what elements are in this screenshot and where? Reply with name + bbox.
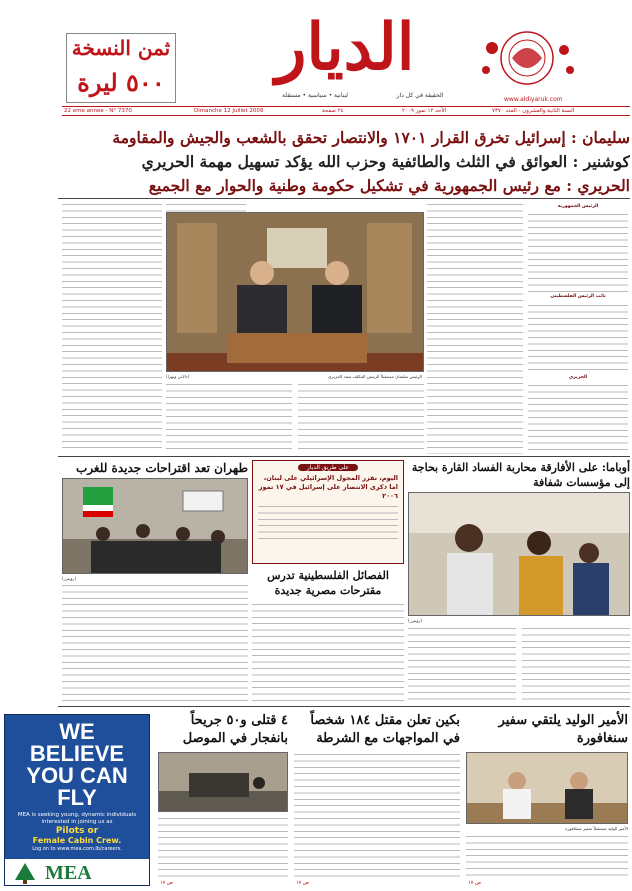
lead-photo-credit: (دالاتي ونهرا): [166, 374, 190, 379]
obama-text-a: [408, 626, 516, 702]
ad-body: MEA is seeking young, dynamic individuals interested in joining us as: [17, 812, 137, 825]
date-french: Dimanche 12 Juillet 2009: [194, 108, 264, 114]
iraq-text: [158, 816, 288, 880]
box-story-label: على طريق الديار: [298, 464, 358, 471]
walid-photo-image: [467, 753, 628, 824]
divider-mid: [58, 456, 630, 457]
subhead-3: الحريري: [568, 374, 588, 380]
walid-caption: الأمير الوليد مستقبلاً سفير سنغافورة: [565, 826, 628, 831]
iraq-photo: [158, 752, 288, 812]
subhead-2: نائب الرئيس الفلسطيني: [550, 294, 606, 300]
price-value: ٥٠٠ ليرة: [77, 68, 165, 97]
ad-brand: MEA: [45, 862, 92, 884]
price-label: ثمن النسخة: [71, 36, 171, 60]
tehran-photo: [62, 478, 248, 574]
ad-highlight-1: Pilots or: [55, 826, 99, 836]
ad-line-1: WE: [59, 719, 95, 744]
cedar-icon: [13, 862, 37, 884]
ad-line-4: FLY: [57, 785, 97, 810]
date-arabic: الأحد ١٢ تموز ٢٠٠٩: [402, 108, 447, 114]
mea-ad[interactable]: [4, 714, 150, 886]
walid-headline: الأمير الوليد يلتقي سفير سنغافورة: [498, 713, 628, 746]
divider-bottom: [58, 706, 630, 707]
obama-headline: أوباما: على الأفارقة محاربة الفساد القارة بحاجة إلى مؤسسات شفافة: [411, 461, 630, 489]
beijing-continue[interactable]: ص ١٧: [296, 880, 310, 886]
tehran-headline: طهران تعد اقتراحات جديدة للغرب: [76, 461, 248, 475]
edition-line: 22 eme annee - N° 7370: [64, 108, 132, 114]
masthead: [0, 0, 632, 118]
lead-photo-caption: الرئيس سليمان مستقبلاً الرئيس المكلف سعد الحريري: [328, 374, 422, 379]
obama-caption: (رويترز): [408, 618, 423, 623]
lead-text-a: [166, 382, 292, 452]
lead-photo-image: [167, 213, 424, 372]
walid-photo: [466, 752, 628, 824]
beijing-text: [294, 752, 460, 880]
date-bar: [62, 106, 630, 116]
article-col-right: [528, 202, 628, 454]
price-box: [66, 33, 176, 103]
iraq-headline: ٤ قتلى و٥٠ جريحاً بانفجار في الموصل: [182, 713, 288, 746]
walid-text: [466, 834, 628, 880]
issue-arabic: السنة الثانية والعشرون - العدد ٧٣٧٠: [492, 108, 575, 114]
iraq-continue[interactable]: ص ١٧: [160, 880, 174, 886]
slogan: الحقيقة في كل دار: [396, 92, 444, 99]
palestine-headline: الفصائل الفلسطينية تدرس مقترحات مصرية جديدة: [267, 569, 389, 597]
beijing-headline: بكين تعلن مقتل ١٨٤ شخصاً في المواجهات مع الشرطة: [310, 713, 460, 746]
headline-2: كوشنير : العوائق في الثلث والطائفية وحزب الله يؤكد تسهيل مهمة الحريري: [141, 152, 630, 171]
headline-1: سليمان : إسرائيل تخرق القرار ١٧٠١ والانتصار تحقق بالشعب والجيش والمقاومة: [112, 128, 630, 147]
newspaper-logo: الديار: [275, 10, 415, 85]
box-story: [252, 460, 404, 564]
ad-line-3: YOU CAN: [26, 763, 128, 788]
article-col-left: [62, 202, 162, 452]
subhead-1: الرئيس الجمهورية: [557, 204, 599, 209]
tehran-caption: (رويترز): [62, 576, 77, 581]
ad-link[interactable]: Log on to www.mea.com.lb/careers.: [32, 846, 122, 852]
article-col-mid: [427, 202, 523, 454]
ad-brand-strip: [5, 857, 149, 885]
tehran-photo-image: [63, 479, 248, 574]
obama-text-b: [522, 626, 630, 702]
website: www.aldiyaruk.com: [504, 96, 563, 103]
pages-count: ٢٤ صفحة: [322, 108, 344, 114]
box-story-title: اليوم، نقرر المجول الإسرائيلي على لبنان، اما ذكرى الانتصار على إسرائيل في ١٧ تموز ٢٠٠٦: [258, 474, 398, 500]
lead-photo: [166, 212, 424, 372]
ad-highlight-2: Female Cabin Crew.: [32, 836, 122, 845]
obama-photo: [408, 492, 630, 616]
sub-slogan: لبنانية • سياسية • مستقلة: [281, 92, 349, 99]
palestine-text: [252, 602, 404, 702]
headline-divider: [58, 198, 630, 199]
lead-text-b: [298, 382, 424, 452]
ad-line-2: BELIEVE: [29, 741, 125, 766]
obama-photo-image: [409, 493, 630, 616]
iraq-photo-image: [159, 753, 288, 812]
headline-3: الحريري : مع رئيس الجمهورية في تشكيل حكومة وطنية والحوار مع الجميع: [148, 176, 630, 195]
walid-continue[interactable]: ص ١٧: [468, 880, 482, 886]
world-logo-icon: [472, 28, 582, 88]
tehran-text: [62, 583, 248, 703]
